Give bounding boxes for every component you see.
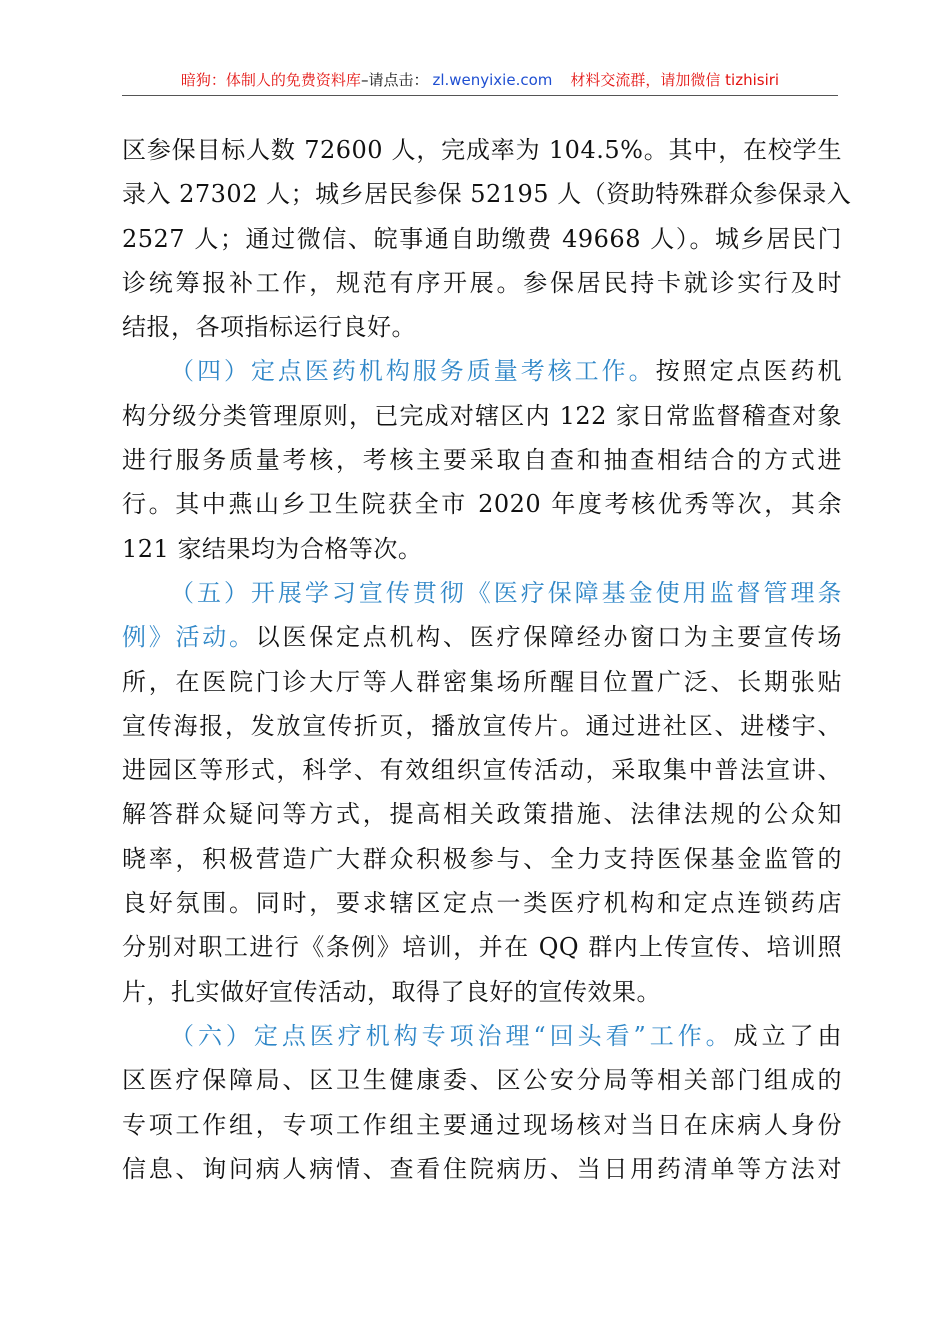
section-heading-line: （六）定点医疗机构专项治理“回头看”工作。成立了由: [170, 1021, 842, 1050]
header-url-link[interactable]: zl.wenyixie.com: [432, 71, 553, 89]
text-line: 片，扎实做好宣传活动，取得了良好的宣传效果。: [122, 977, 661, 1006]
header-divider: [122, 95, 838, 96]
document-body: [122, 128, 852, 1191]
text-line: 行。其中燕山乡卫生院获全市 2020 年度考核优秀等次，其余: [122, 490, 842, 519]
text-line: 结报，各项指标运行良好。: [122, 313, 416, 342]
text-line: 121 家结果均为合格等次。: [122, 534, 423, 563]
header-group-note: 材料交流群，请加微信 tizhisiri: [570, 71, 780, 89]
text-line: 2527 人；通过微信、皖事通自助缴费 49668 人）。城乡居民门: [122, 224, 842, 253]
text-line: 宣传海报，发放宣传折页，播放宣传片。通过进社区、进楼宇、: [122, 711, 842, 740]
text-line: 构分级分类管理原则，已完成对辖区内 122 家日常监督稽查对象: [122, 401, 842, 430]
section-heading-5: （五）开展学习宣传贯彻《医疗保障基金使用监督管理条: [170, 578, 842, 607]
section-heading-line: [122, 571, 842, 615]
section-heading-6: （六）定点医疗机构专项治理“回头看”工作。: [170, 1021, 734, 1050]
text-line: 录入 27302 人；城乡居民参保 52195 人（资助特殊群众参保录入: [122, 180, 852, 209]
text-line: 分别对职工进行《条例》培训，并在 QQ 群内上传宣传、培训照: [122, 933, 842, 962]
text-line: 所，在医院门诊大厅等人群密集场所醒目位置广泛、长期张贴: [122, 667, 842, 696]
text-line: 进园区等形式，科学、有效组织宣传活动，采取集中普法宣讲、: [122, 756, 842, 785]
text-line: 诊统筹报补工作，规范有序开展。参保居民持卡就诊实行及时: [122, 268, 842, 297]
text-line: 解答群众疑问等方式，提高相关政策措施、法律法规的公众知: [122, 800, 842, 829]
text-line: 信息、询问病人病情、查看住院病历、当日用药清单等方法对: [122, 1154, 842, 1183]
section-heading-line: 例》活动。以医保定点机构、医疗保障经办窗口为主要宣传场: [122, 623, 842, 652]
text-line: 专项工作组，专项工作组主要通过现场核对当日在床病人身份: [122, 1110, 842, 1139]
text-line: 晓率，积极营造广大群众积极参与、全力支持医保基金监管的: [122, 844, 842, 873]
section-heading-line: （四）定点医药机构服务质量考核工作。按照定点医药机: [170, 357, 842, 386]
text-line: 区参保目标人数 72600 人，完成率为 104.5%。其中，在校学生: [122, 136, 842, 164]
header-site-name: 暗狗：体制人的免费资料库: [180, 71, 361, 89]
text-line: 进行服务质量考核，考核主要采取自查和抽查相结合的方式进: [122, 446, 842, 475]
header-prompt: –请点击：: [360, 71, 429, 89]
text-line: 良好氛围。同时，要求辖区定点一类医疗机构和定点连锁药店: [122, 889, 842, 918]
text-line: 区医疗保障局、区卫生健康委、区公安分局等相关部门组成的: [122, 1066, 842, 1095]
page-header: [122, 66, 838, 94]
section-heading-4: （四）定点医药机构服务质量考核工作。: [170, 357, 656, 386]
section-heading-5-cont: 例》活动。: [122, 623, 256, 652]
